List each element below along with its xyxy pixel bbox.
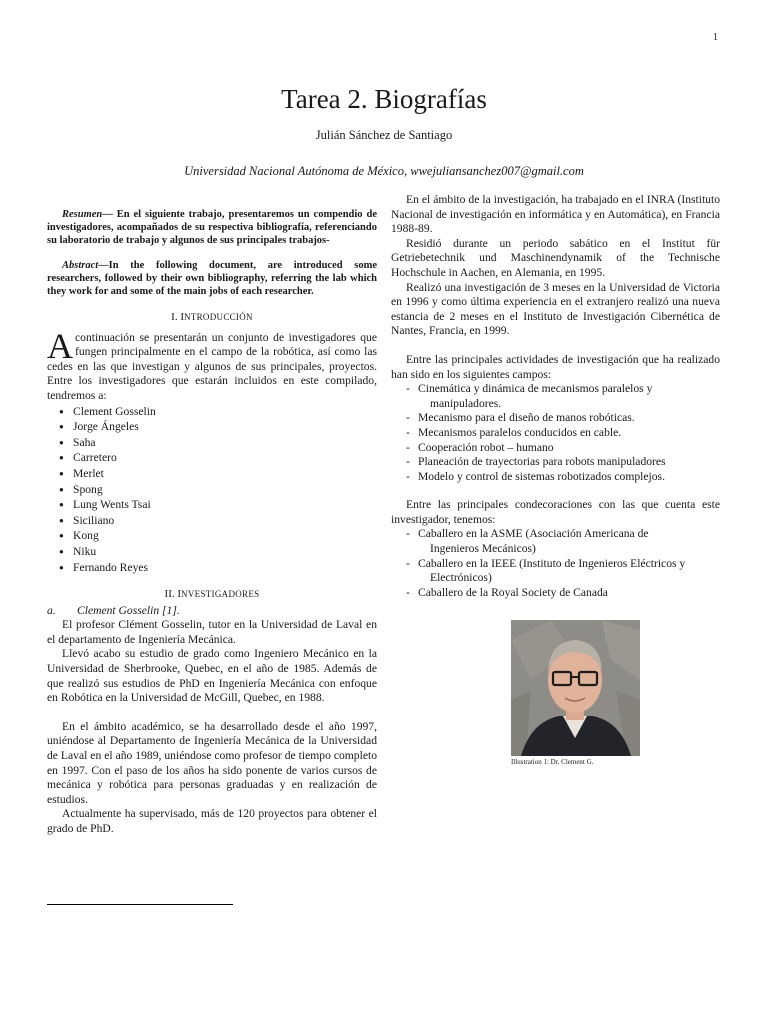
- subsection-heading-gosselin: a. Clement Gosselin [1].: [47, 603, 180, 617]
- paper-title: Tarea 2. Biografías: [281, 84, 487, 114]
- list-item: - Caballero en la ASME (Asociación Americana de Ingenieros Mecánicos): [406, 527, 720, 556]
- section-heading-introduccion: I. INTRODUCCIÓN: [171, 311, 253, 323]
- list-item: - Cinemática y dinámica de mecanismos paralelos y manipuladores.: [406, 382, 720, 411]
- list-item: - Mecanismo para el diseño de manos robóticas.: [406, 411, 720, 426]
- researcher-list: [47, 404, 377, 576]
- list-item: - Mecanismos paralelos conducidos en cable.: [406, 426, 720, 441]
- list-item: ● Spong: [59, 482, 377, 498]
- list-item: ● Jorge Ángeles: [59, 419, 377, 435]
- list-item: ● Lung Wents Tsai: [59, 497, 377, 513]
- list-item: ● Saha: [59, 435, 377, 451]
- list-item: - Caballero en la IEEE (Instituto de Ingenieros Eléctricos y Electrónicos): [406, 557, 720, 586]
- abstract-spanish: Resumen— En el siguiente trabajo, presentaremos un compendio de investigadores, acompañados de su respectiva bibliografía, referenciando su laboratorio de trabajo y algunos de sus principales trabajos-: [47, 209, 377, 246]
- list-item: ● Kong: [59, 528, 377, 544]
- list-item: ● Fernando Reyes: [59, 560, 377, 576]
- activities-list: [391, 382, 720, 484]
- gosselin-paragraph-1: El profesor Clément Gosselin, tutor en la Universidad de Laval en el departamento de Ingeniería Mecánica.: [47, 618, 377, 646]
- list-item: - Planeación de trayectorias para robots manipuladores: [406, 455, 720, 470]
- list-item: - Cooperación robot – humano: [406, 441, 720, 456]
- activities-intro: Entre las principales actividades de investigación que ha realizado han sido en los siguientes campos:: [391, 352, 720, 381]
- awards-intro: Entre las principales condecoraciones con las que cuenta este investigador, tenemos:: [391, 498, 720, 526]
- footnote-separator: [47, 904, 233, 905]
- left-column: [47, 208, 377, 837]
- right-column: [391, 193, 720, 600]
- academic-paragraph-2: Actualmente ha supervisado, más de 120 proyectos para obtener el grado de PhD.: [47, 807, 377, 835]
- affiliation: Universidad Nacional Autónoma de México, wwejuliansanchez007@gmail.com: [184, 164, 584, 178]
- academic-paragraph-1: En el ámbito académico, se ha desarrollado desde el año 1997, uniéndose al Departamento de Ingeniería Mecánica de la Universidad de Laval en el año 1989, uniéndose como profesor de tiempo completo en 1997. Con el paso de los años ha sido ponente de varios cursos de mecánica y robótica para personas graduadas y en realización de estudios.: [47, 719, 377, 806]
- list-item: - Modelo y control de sistemas robotizados complejos.: [406, 470, 720, 485]
- list-item: ● Clement Gosselin: [59, 404, 377, 420]
- figure-caption: Illustration 1: Dr. Clement G.: [511, 758, 594, 766]
- list-item: - Caballero de la Royal Society de Canada: [406, 586, 720, 601]
- author-name: Julián Sánchez de Santiago: [315, 128, 453, 142]
- drop-cap: A: [47, 325, 73, 366]
- research-paragraph-2: Residió durante un periodo sabático en el Institut für Getriebetechnik und Maschinendynamik of the Technische Hochschule in Aachen, en Alemania, en 1995.: [391, 236, 720, 279]
- research-paragraph-3: Realizó una investigación de 3 meses en la Universidad de Victoria en 1996 y como última experiencia en el extranjero realizó una nueva estancia de 2 meses en el Instituto de Investigación Cibernética de Nantes, Francia, en 1999.: [391, 280, 720, 338]
- gosselin-paragraph-2: Llevó acabo su estudio de grado como Ingeniero Mecánico en la Universidad de Sherbrooke, Quebec, en el año de 1985. Además de que realizó sus estudios de PhD en Ingeniería Mecánica con enfoque en Robótica en la Universidad de McGill, Quebec, en 1988.: [47, 647, 377, 705]
- list-item: ● Siciliano: [59, 513, 377, 529]
- intro-paragraph: Acontinuación se presentarán un conjunto de investigadores que fungen principalmente en el campo de la robótica, así como las cedes en las que investigan y algunos de sus principales, proyectos. Entre los investigadores que estarán incluidos en este compilado, tendremos a:: [47, 325, 377, 402]
- page-number: 1: [713, 32, 718, 43]
- portrait-illustration: [511, 620, 640, 756]
- list-item: ● Merlet: [59, 466, 377, 482]
- list-item: ● Carretero: [59, 450, 377, 466]
- researcher-photo: [511, 620, 640, 756]
- abstract-english: Abstract—In the following document, are introduced some researchers, followed by their own bibliography, referring the lab which they work for and some of the main jobs of each researcher.: [47, 260, 377, 297]
- list-item: ● Niku: [59, 544, 377, 560]
- section-heading-investigadores: II. INVESTIGADORES: [164, 588, 260, 601]
- awards-list: [391, 527, 720, 600]
- research-paragraph-1: En el ámbito de la investigación, ha trabajado en el INRA (Instituto Nacional de investigación en informática y en Automática), en Francia 1988-89.: [391, 193, 720, 236]
